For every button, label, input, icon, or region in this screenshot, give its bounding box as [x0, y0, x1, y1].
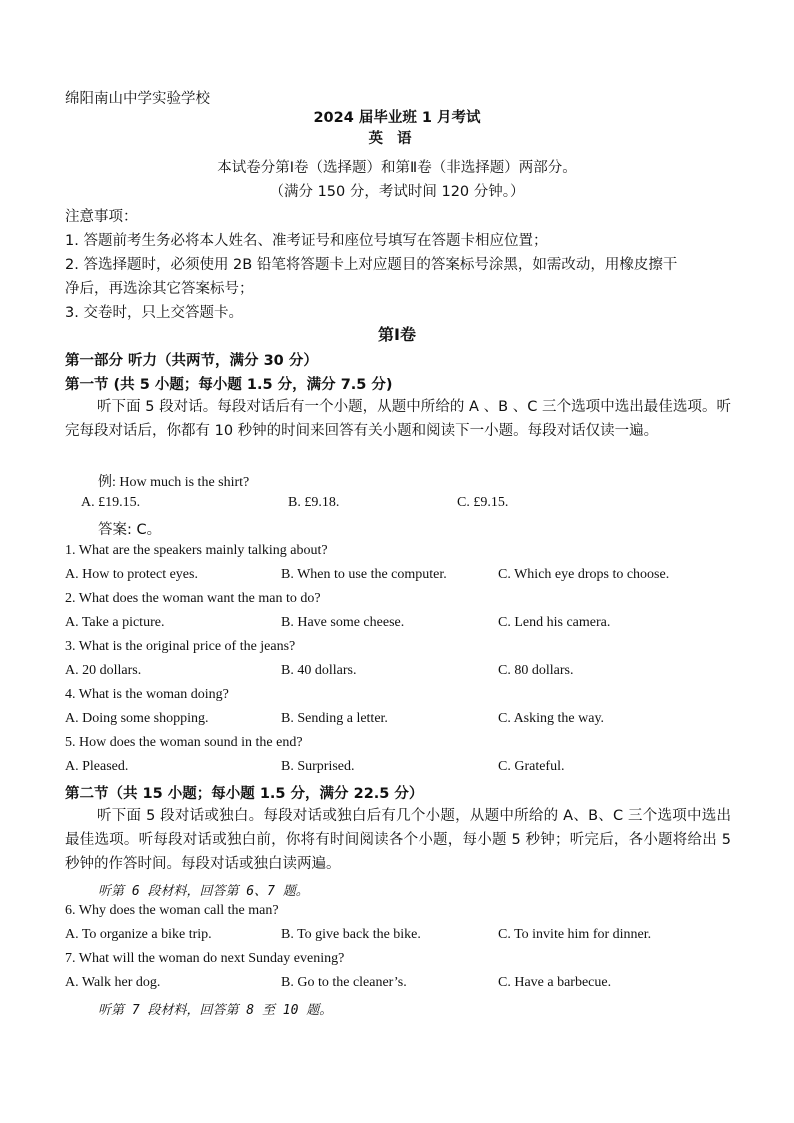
- material-6-note: 听第 6 段材料，回答第 6、7 题。: [98, 884, 309, 899]
- q1-option-c: C. Which eye drops to choose.: [498, 567, 670, 582]
- note-item-2-line-1: 2. 答选择题时，必须使用 2B 铅笔将答题卡上对应题目的答案标号涂黑，如需改动，用橡皮擦干: [65, 257, 678, 273]
- section2-heading: 第二节（共 15 小题；每小题 1.5 分，满分 22.5 分）: [65, 786, 424, 802]
- q4-option-c: C. Asking the way.: [498, 711, 605, 726]
- example-option-a: A. £19.15.: [81, 495, 141, 510]
- note-item-2-line-2: 净后，再选涂其它答案标号；: [65, 281, 254, 297]
- question-7: 7. What will the woman do next Sunday evening?: [65, 951, 345, 966]
- q1-option-a: A. How to protect eyes.: [65, 567, 198, 582]
- q4-option-b: B. Sending a letter.: [281, 711, 388, 726]
- q6-option-b: B. To give back the bike.: [281, 927, 421, 942]
- example-option-c: C. £9.15.: [457, 495, 509, 510]
- exam-title: 2024 届毕业班 1 月考试: [313, 110, 481, 126]
- q6-option-a: A. To organize a bike trip.: [65, 927, 212, 942]
- q2-option-c: C. Lend his camera.: [498, 615, 611, 630]
- example-option-b: B. £9.18.: [288, 495, 340, 510]
- question-1: 1. What are the speakers mainly talking about?: [65, 543, 328, 558]
- q6-option-c: C. To invite him for dinner.: [498, 927, 652, 942]
- question-4: 4. What is the woman doing?: [65, 687, 229, 702]
- section1-instructions: 听下面 5 段对话。每段对话后有一个小题，从题中所给的 A 、B 、C 三个选项中选出最佳选项。听完每段对话后，你都有 10 秒钟的时间来回答有关小题和阅读下一小题。每段对话仅读一遍。: [65, 399, 731, 439]
- note-item-1: 1. 答题前考生务必将本人姓名、准考证号和座位号填写在答题卡相应位置；: [65, 233, 548, 249]
- q5-option-c: C. Grateful.: [498, 759, 565, 774]
- q3-option-a: A. 20 dollars.: [65, 663, 142, 678]
- q1-option-b: B. When to use the computer.: [281, 567, 447, 582]
- question-2: 2. What does the woman want the man to do?: [65, 591, 321, 606]
- q4-option-a: A. Doing some shopping.: [65, 711, 209, 726]
- paper-intro: 本试卷分第Ⅰ卷（选择题）和第Ⅱ卷（非选择题）两部分。: [217, 160, 577, 176]
- part1-heading: 第一部分 听力（共两节，满分 30 分）: [65, 353, 318, 369]
- subject-title: 英语: [368, 131, 426, 147]
- q2-option-a: A. Take a picture.: [65, 615, 165, 630]
- q3-option-c: C. 80 dollars.: [498, 663, 574, 678]
- question-5: 5. How does the woman sound in the end?: [65, 735, 303, 750]
- section2-instructions: 听下面 5 段对话或独白。每段对话或独白后有几个小题，从题中所给的 A、B、C 三个选项中选出最佳选项。听每段对话或独白前，你将有时间阅读各个小题，每小题 5 秒钟；听完后，各小题将给出 5 秒钟的作答时间。每段对话或独白读两遍。: [65, 808, 731, 872]
- q3-option-b: B. 40 dollars.: [281, 663, 357, 678]
- q5-option-b: B. Surprised.: [281, 759, 355, 774]
- question-6: 6. Why does the woman call the man?: [65, 903, 279, 918]
- q7-option-a: A. Walk her dog.: [65, 975, 161, 990]
- score-time: （满分 150 分，考试时间 120 分钟。）: [269, 184, 525, 200]
- q5-option-a: A. Pleased.: [65, 759, 129, 774]
- q2-option-b: B. Have some cheese.: [281, 615, 405, 630]
- volume-heading: 第Ⅰ卷: [378, 325, 416, 344]
- example-answer: 答案: C。: [98, 522, 162, 538]
- note-item-3: 3. 交卷时，只上交答题卡。: [65, 305, 243, 321]
- q7-option-c: C. Have a barbecue.: [498, 975, 612, 990]
- question-3: 3. What is the original price of the jeans?: [65, 639, 296, 654]
- material-7-note: 听第 7 段材料，回答第 8 至 10 题。: [98, 1003, 333, 1018]
- notes-heading: 注意事项：: [65, 209, 138, 225]
- section1-heading: 第一节 (共 5 小题；每小题 1.5 分，满分 7.5 分): [65, 377, 393, 393]
- school-name: 绵阳南山中学实验学校: [65, 91, 210, 107]
- q7-option-b: B. Go to the cleaner’s.: [281, 975, 407, 990]
- example-question: 例: How much is the shirt?: [98, 475, 250, 490]
